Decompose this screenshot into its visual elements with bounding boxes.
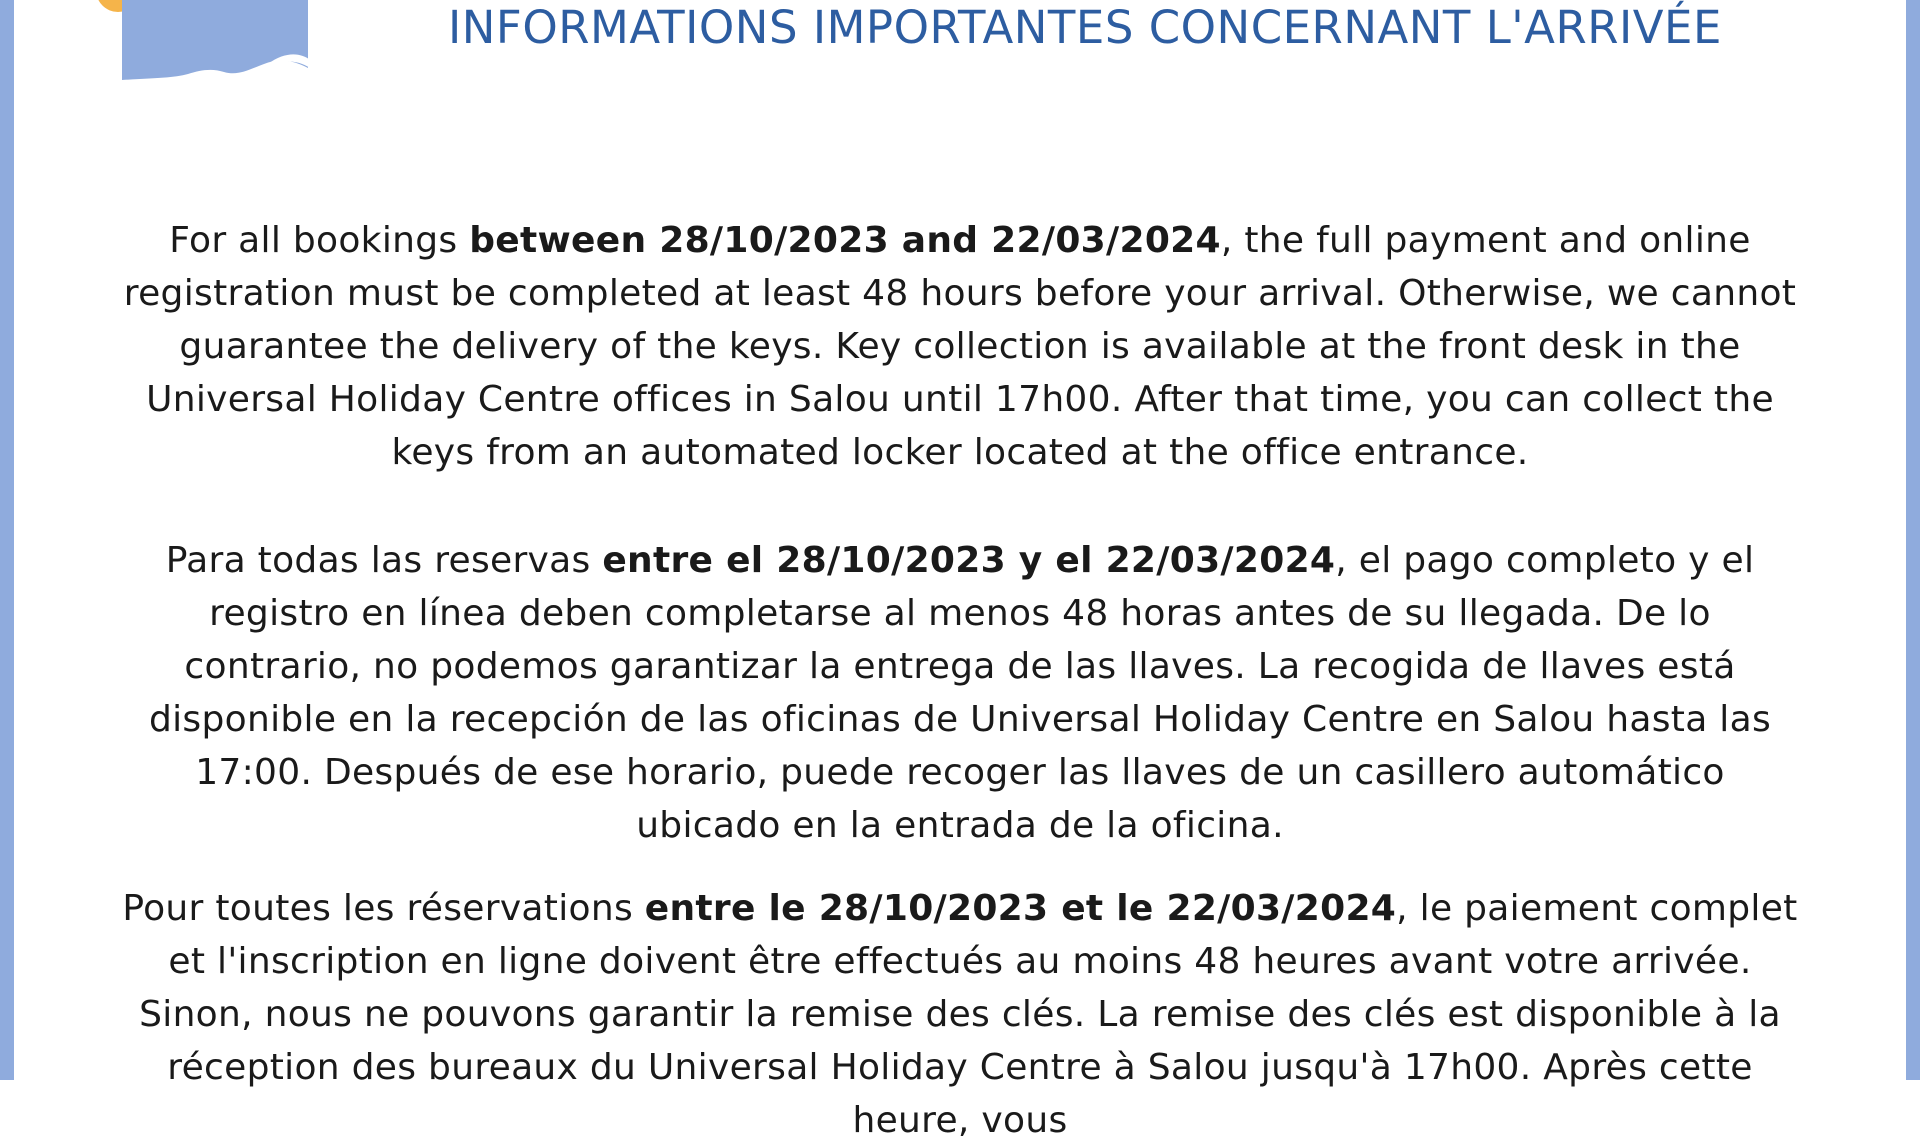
paragraph-english (120, 214, 1800, 479)
paragraph-spanish-intro: Para todas las reservas (165, 540, 603, 581)
left-border (0, 0, 14, 1080)
wave-logo-icon (88, 0, 320, 82)
paragraph-english-intro: For all bookings (169, 220, 470, 261)
paragraph-french-dates: entre le 28/10/2023 et le 22/03/2024 (644, 888, 1397, 929)
paragraph-spanish (120, 534, 1800, 852)
paragraph-french (120, 882, 1800, 1147)
page-title: INFORMATIONS IMPORTANTES CONCERNANT L'ARRIVÉE (448, 1, 1722, 54)
right-border (1906, 0, 1920, 1080)
paragraph-french-intro: Pour toutes les réservations (122, 888, 645, 929)
paragraph-english-body: , the full payment and online registration must be completed at least 48 hours before your arrival. Otherwise, we cannot guarantee the delivery of the keys. Key collection is available at the front desk in the Universal Holiday Centre offices in Salou until 17h00. After that time, you can collect the keys from an automated locker located at the office entrance. (123, 220, 1797, 473)
paragraph-english-dates: between 28/10/2023 and 22/03/2024 (469, 220, 1221, 261)
paragraph-spanish-body: , el pago completo y el registro en línea deben completarse al menos 48 horas antes de su llegada. De lo contrario, no podemos garantizar la entrega de las llaves. La recogida de llaves está disponible en la recepción de las oficinas de Universal Holiday Centre en Salou hasta las 17:00. Después de ese horario, puede recoger las llaves de un casillero automático ubicado en la entrada de la oficina. (148, 540, 1772, 846)
paragraph-spanish-dates: entre el 28/10/2023 y el 22/03/2024 (602, 540, 1336, 581)
wave-shape (122, 0, 308, 80)
paragraph-french-body: , le paiement complet et l'inscription en ligne doivent être effectués au moins 48 heures avant votre arrivée. Sinon, nous ne pouvons garantir la remise des clés. La remise des clés est disponible à la réception des bureaux du Universal Holiday Centre à Salou jusqu'à 17h00. Après cette heure, vous (139, 888, 1798, 1141)
